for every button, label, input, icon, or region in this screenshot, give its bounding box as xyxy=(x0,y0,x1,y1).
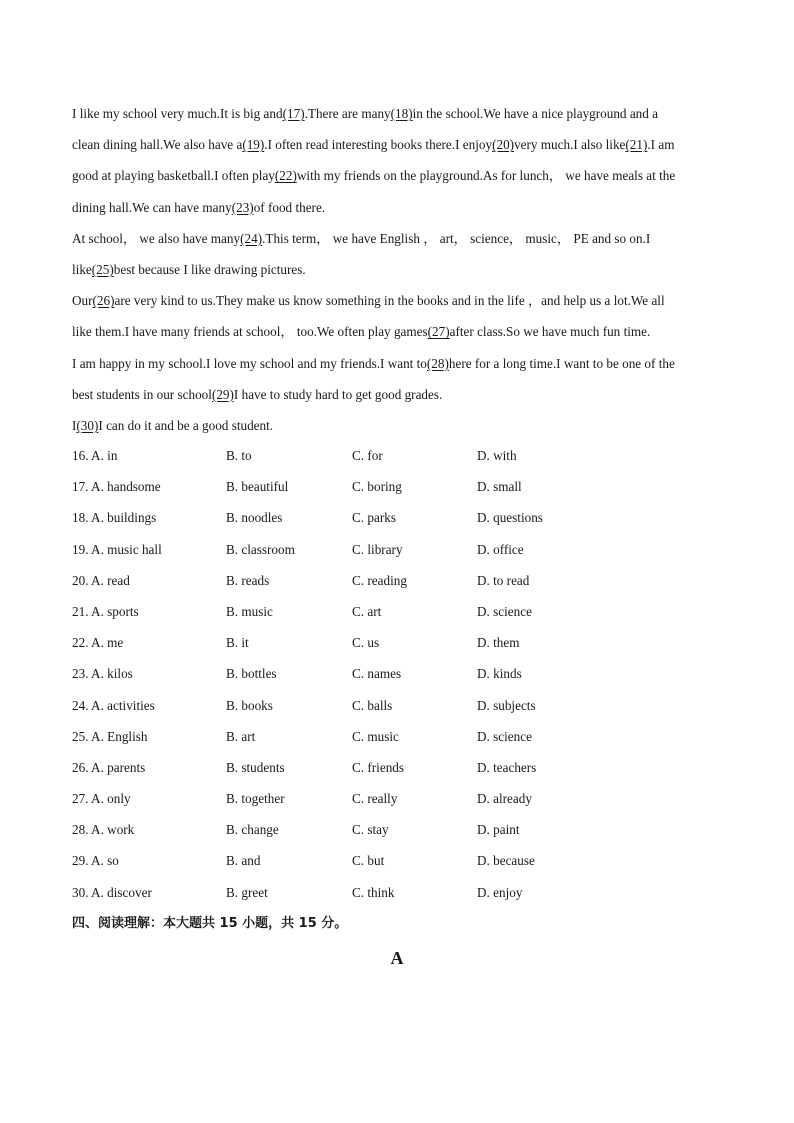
option-d: D. subjects xyxy=(477,697,536,713)
part-label: A xyxy=(390,948,404,968)
option-c: C. art xyxy=(352,603,382,619)
passage-text: are very kind to us.They make us know something in the books and in the life ，and help us a lot.We all xyxy=(114,293,665,309)
passage-text: .There are many xyxy=(304,106,391,121)
blank-number: (26) xyxy=(92,293,115,309)
option-b: B. noodles xyxy=(226,510,283,526)
passage-text: best students in our school xyxy=(72,386,212,402)
option-c: C. stay xyxy=(352,822,389,838)
passage-text: .I often read interesting books there.I enjoy xyxy=(264,137,493,153)
passage-text: in the school.We have a nice playground and a xyxy=(412,106,659,121)
passage-text: of food there. xyxy=(253,199,326,215)
blank-number: (18) xyxy=(390,106,413,121)
option-c: C. music xyxy=(352,728,399,744)
option-c: C. names xyxy=(352,666,402,682)
option-c: C. boring xyxy=(352,479,402,495)
passage-text: like xyxy=(72,261,92,277)
option-b: B. and xyxy=(226,853,261,869)
blank-number: (25) xyxy=(91,261,114,277)
option-a: 16. A. in xyxy=(72,448,118,463)
passage-text: dining hall.We can have many xyxy=(72,199,232,215)
blank-number: (17) xyxy=(282,106,305,121)
option-b: B. together xyxy=(226,791,285,807)
passage-text: clean dining hall.We also have a xyxy=(72,137,243,153)
option-d: D. with xyxy=(477,448,517,463)
passage-text: with my friends on the playground.As for lunch， we have meals at the xyxy=(296,168,676,184)
option-d: D. them xyxy=(477,635,520,651)
passage-line xyxy=(72,379,722,410)
option-b: B. change xyxy=(226,822,279,838)
section-heading: 四、阅读理解：本大题共 15 小题，共 15 分。 xyxy=(72,916,348,931)
option-c: C. library xyxy=(352,541,403,557)
option-a: 20. A. read xyxy=(72,572,130,588)
option-c: C. us xyxy=(352,635,380,651)
option-b: B. music xyxy=(226,603,273,619)
blank-number: (30) xyxy=(76,417,99,433)
blank-number: (23) xyxy=(231,199,254,215)
option-a: 28. A. work xyxy=(72,822,135,838)
blank-number: (29) xyxy=(211,386,234,402)
option-a: 27. A. only xyxy=(72,791,131,807)
option-b: B. books xyxy=(226,697,273,713)
passage-text: I have to study hard to get good grades. xyxy=(233,386,443,402)
option-b: B. it xyxy=(226,635,249,651)
option-b: B. greet xyxy=(226,884,268,900)
option-d: D. questions xyxy=(477,510,543,526)
passage-text: I like my school very much.It is big and xyxy=(72,106,283,121)
option-b: B. to xyxy=(226,448,252,463)
blank-number: (24) xyxy=(240,230,263,246)
passage-text: best because I like drawing pictures. xyxy=(113,261,306,277)
option-a: 29. A. so xyxy=(72,853,119,869)
passage-text: here for a long time.I want to be one of the xyxy=(448,355,675,371)
option-b: B. students xyxy=(226,759,285,775)
blank-number: (21) xyxy=(625,137,648,153)
blank-number: (19) xyxy=(242,137,265,153)
option-a: 22. A. me xyxy=(72,635,124,651)
option-d: D. office xyxy=(477,541,524,557)
passage-text: .This term， we have English ， art， science， music， PE and so on.I xyxy=(262,230,651,246)
option-b: B. classroom xyxy=(226,541,295,557)
passage-line xyxy=(72,98,722,129)
passage-line xyxy=(72,192,722,223)
blank-number: (22) xyxy=(274,168,297,184)
option-d: D. enjoy xyxy=(477,884,523,900)
option-b: B. reads xyxy=(226,572,270,588)
option-c: C. friends xyxy=(352,759,405,775)
passage-line xyxy=(72,129,722,160)
option-d: D. kinds xyxy=(477,666,522,682)
option-c: C. balls xyxy=(352,697,393,713)
option-d: D. small xyxy=(477,479,522,495)
option-a: 25. A. English xyxy=(72,728,148,744)
option-d: D. to read xyxy=(477,572,530,588)
option-c: C. really xyxy=(352,791,398,807)
passage-text: like them.I have many friends at school， too.We often play games xyxy=(72,324,428,340)
option-b: B. art xyxy=(226,728,256,744)
passage-text: I am happy in my school.I love my school and my friends.I want to xyxy=(72,355,427,371)
passage-text: I can do it and be a good student. xyxy=(98,417,274,433)
option-c: C. think xyxy=(352,884,395,900)
passage-text: At school， we also have many xyxy=(72,230,241,246)
option-a: 19. A. music hall xyxy=(72,541,162,557)
blank-number: (20) xyxy=(492,137,515,153)
passage-line xyxy=(72,254,722,285)
passage-text: Our xyxy=(72,293,93,309)
option-a: 26. A. parents xyxy=(72,759,146,775)
option-d: D. already xyxy=(477,791,532,807)
option-c: C. but xyxy=(352,853,385,869)
passage-text: .I am xyxy=(647,137,675,153)
option-d: D. paint xyxy=(477,822,520,838)
cloze-passage xyxy=(72,98,722,441)
option-c: C. reading xyxy=(352,572,407,588)
option-d: D. science xyxy=(477,728,532,744)
blank-number: (27) xyxy=(427,324,450,340)
option-d: D. teachers xyxy=(477,759,537,775)
passage-line xyxy=(72,160,722,191)
option-a: 30. A. discover xyxy=(72,884,152,900)
passage-line xyxy=(72,316,722,347)
option-a: 23. A. kilos xyxy=(72,666,133,682)
option-a: 17. A. handsome xyxy=(72,479,161,495)
passage-text: I xyxy=(72,417,77,433)
option-c: C. parks xyxy=(352,510,396,526)
option-a: 24. A. activities xyxy=(72,697,155,713)
option-c: C. for xyxy=(352,448,383,463)
passage-line xyxy=(72,285,722,316)
option-b: B. bottles xyxy=(226,666,277,682)
passage-text: good at playing basketball.I often play xyxy=(72,168,275,184)
passage-text: after class.So we have much fun time. xyxy=(449,324,651,340)
blank-number: (28) xyxy=(426,355,449,371)
option-d: D. because xyxy=(477,853,535,869)
passage-line xyxy=(72,410,722,441)
passage-text: very much.I also like xyxy=(514,137,626,153)
option-d: D. science xyxy=(477,603,532,619)
option-b: B. beautiful xyxy=(226,479,289,495)
option-a: 18. A. buildings xyxy=(72,510,157,526)
passage-line xyxy=(72,348,722,379)
option-a: 21. A. sports xyxy=(72,603,139,619)
passage-line xyxy=(72,223,722,254)
